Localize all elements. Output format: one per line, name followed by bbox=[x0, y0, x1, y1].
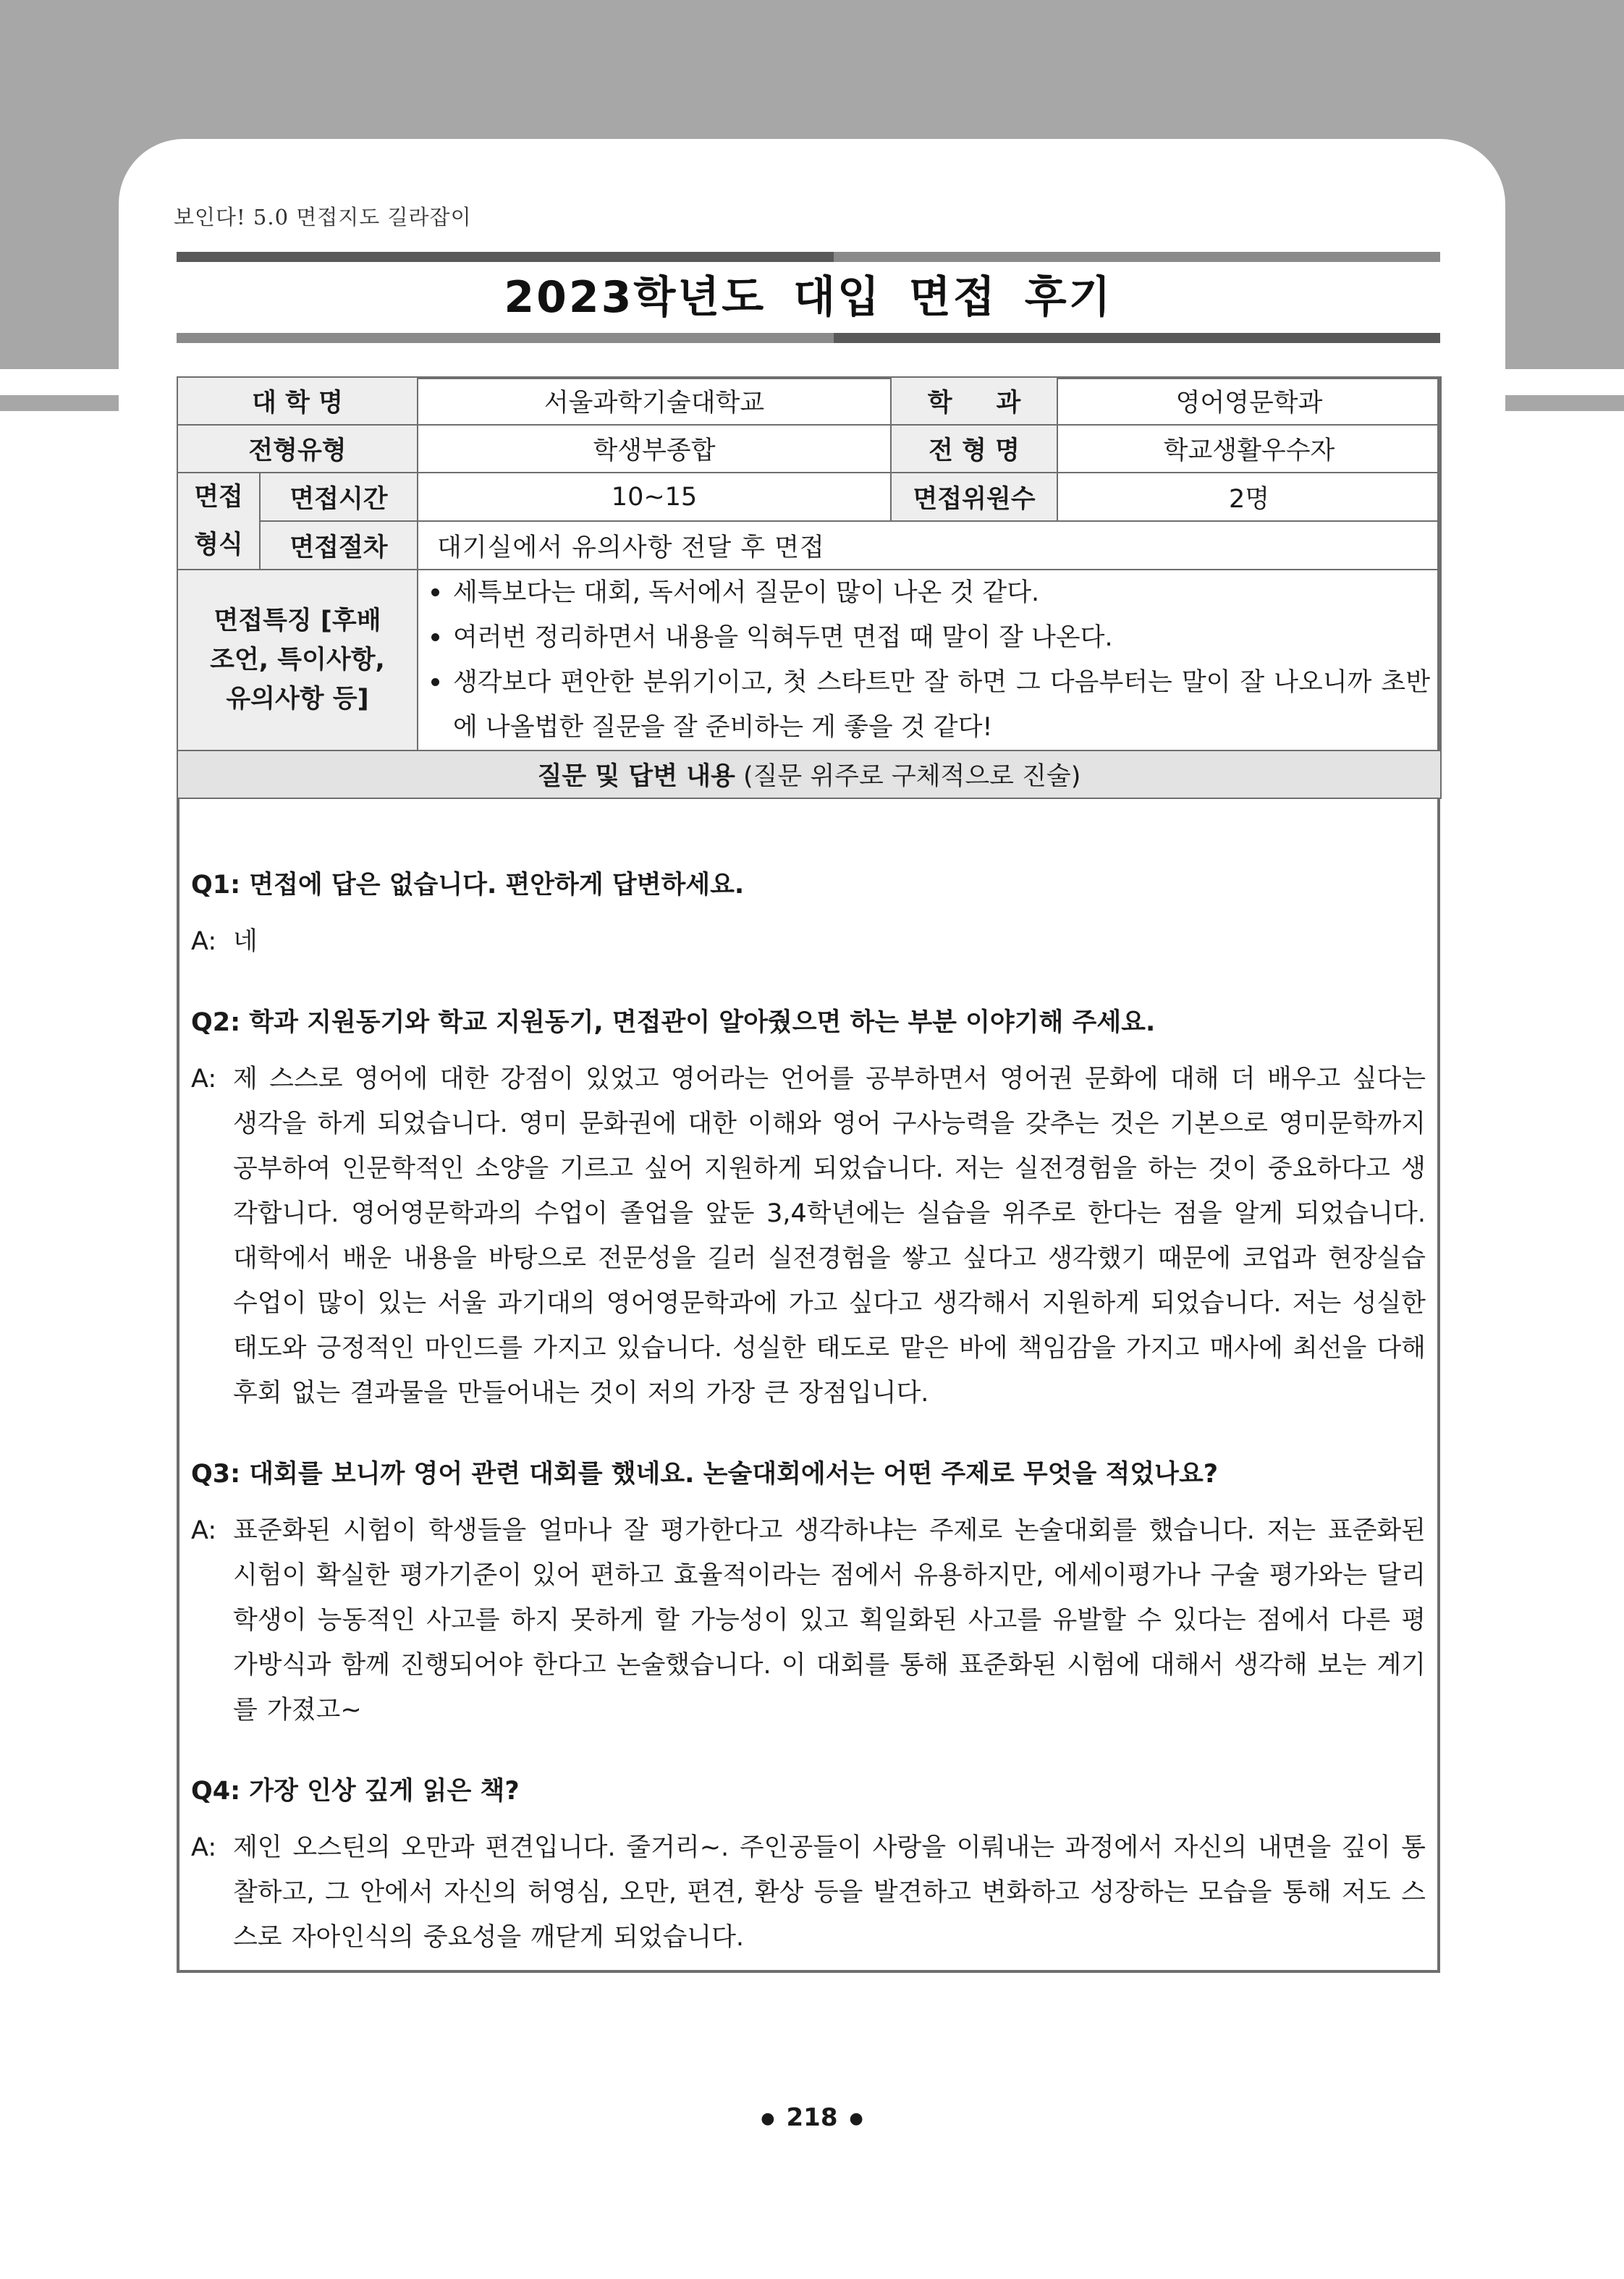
qa-section-heading bbox=[177, 750, 1441, 798]
answer-text: 표준화된 시험이 학생들을 얼마나 잘 평가한다고 생각하냐는 주제로 논술대회를 했습니다. 저는 표준화된 시험이 확실한 평가기준이 있어 편하고 효율적이라는 점에서 유용하지만, 에세이평가나 구술 평가와는 달리 학생이 능동적인 사고를 하지 못하게 할 가능성이 있고 획일화된 사고를 유발할 수 있다는 점에서 다른 평가방식과 함께 진행되어야 한다고 논술했습니다. 이 대회를 통해 표준화된 시험에 대해서 생각해 보는 계기를 가졌고~ bbox=[233, 1516, 1426, 1725]
answer-text: 제 스스로 영어에 대한 강점이 있었고 영어라는 언어를 공부하면서 영어권 문화에 대해 더 배우고 싶다는 생각을 하게 되었습니다. 영미 문화권에 대한 이해와 영어 구사능력을 갖추는 것은 기본으로 영미문학까지 공부하여 인문학적인 소양을 기르고 싶어 지원하게 되었습니다. 저는 실전경험을 하는 것이 중요하다고 생각합니다. 영어영문학과의 수업이 졸업을 앞둔 3,4학년에는 실습을 위주로 한다는 점을 알게 되었습니다. 대학에서 배운 내용을 바탕으로 전문성을 길러 실전경험을 쌓고 싶다고 생각했기 때문에 코업과 현장실습 수업이 많이 있는 서울 과기대의 영어영문학과에 가고 싶다고 생각해서 지원하게 되었습니다. 저는 성실한 태도와 긍정적인 마인드를 가지고 있습니다. 성실한 태도로 맡은 바에 책임감을 가지고 매사에 최선을 다해 후회 없는 결과물을 만들어내는 것이 저의 가장 큰 장점입니다. bbox=[233, 1065, 1426, 1408]
row-qa-heading bbox=[177, 750, 1441, 798]
row-interview-procedure bbox=[177, 521, 1441, 570]
interview-features-value bbox=[418, 570, 1441, 750]
interview-info-table bbox=[177, 376, 1442, 799]
qa-item-2 bbox=[191, 1000, 1426, 1416]
document-title: 2023학년도 대입 면접 후기 bbox=[504, 272, 1113, 323]
qa-heading-bold: 질문 및 답변 내용 bbox=[537, 762, 735, 791]
question-text: Q3: 대회를 보니까 영어 관련 대회를 했네요. 논술대회에서는 어떤 주제로 무엇을 적었나요? bbox=[191, 1460, 1219, 1489]
university-label: 대 학 명 bbox=[177, 377, 418, 425]
answer-label: A: bbox=[191, 1833, 217, 1862]
interview-procedure-label: 면접절차 bbox=[260, 521, 418, 570]
question-text: Q4: 가장 인상 깊게 읽은 책? bbox=[191, 1777, 520, 1806]
admission-type-label: 전형유형 bbox=[177, 425, 418, 473]
row-interview-time bbox=[177, 473, 1441, 521]
feature-item: 여러번 정리하면서 내용을 익혀두면 면접 때 말이 잘 나온다. bbox=[428, 615, 1430, 660]
answer-label: A: bbox=[191, 1065, 217, 1094]
university-value: 서울과학기술대학교 bbox=[418, 377, 891, 425]
admission-name-value: 학교생활우수자 bbox=[1057, 425, 1441, 473]
qa-item-4 bbox=[191, 1769, 1426, 1960]
answer bbox=[191, 1057, 1426, 1416]
page-number bbox=[0, 2103, 1624, 2132]
answer bbox=[191, 1825, 1426, 1960]
qa-heading-note: (질문 위주로 구체적으로 진술) bbox=[743, 762, 1081, 791]
question-text: Q2: 학과 지원동기와 학교 지원동기, 면접관이 알아줬으면 하는 부분 이야기해 주세요. bbox=[191, 1008, 1156, 1037]
features-list bbox=[428, 570, 1430, 750]
answer bbox=[191, 1508, 1426, 1733]
interview-procedure-value: 대기실에서 유의사항 전달 후 면접 bbox=[418, 521, 1441, 570]
left-margin-bar bbox=[0, 395, 119, 411]
interview-time-label: 면접시간 bbox=[260, 473, 418, 521]
qa-content bbox=[191, 863, 1426, 1996]
answer-label: A: bbox=[191, 927, 217, 956]
admission-name-label: 전 형 명 bbox=[891, 425, 1057, 473]
feature-item: 생각보다 편안한 분위기이고, 첫 스타트만 잘 하면 그 다음부터는 말이 잘 나오니까 초반에 나올법한 질문을 잘 준비하는 게 좋을 것 같다! bbox=[428, 660, 1430, 750]
title-rule-bottom bbox=[177, 333, 1440, 343]
interview-time-value: 10~15 bbox=[418, 473, 891, 521]
admission-type-value: 학생부종합 bbox=[418, 425, 891, 473]
running-header: 보인다! 5.0 면접지도 길라잡이 bbox=[174, 205, 472, 229]
right-margin-bar bbox=[1505, 395, 1624, 411]
feature-item: 세특보다는 대회, 독서에서 질문이 많이 나온 것 같다. bbox=[428, 570, 1430, 615]
answer-text: 네 bbox=[233, 927, 258, 956]
qa-item-1 bbox=[191, 863, 1426, 964]
panel-count-value: 2명 bbox=[1057, 473, 1441, 521]
row-admission-type bbox=[177, 425, 1441, 473]
interview-features-label: 면접특징 [후배조언, 특이사항, 유의사항 등] bbox=[177, 570, 418, 750]
department-label: 학 과 bbox=[891, 377, 1057, 425]
answer-text: 제인 오스틴의 오만과 편견입니다. 줄거리~. 주인공들이 사랑을 이뤄내는 과정에서 자신의 내면을 깊이 통찰하고, 그 안에서 자신의 허영심, 오만, 편견, 환상 등을 발견하고 변화하고 성장하는 모습을 통해 저도 스스로 자아인식의 중요성을 깨닫게 되었습니다. bbox=[233, 1833, 1426, 1952]
qa-item-3 bbox=[191, 1452, 1426, 1733]
row-university bbox=[177, 377, 1441, 425]
row-interview-features bbox=[177, 570, 1441, 750]
page-number-dot-left: ● bbox=[761, 2110, 775, 2128]
interview-format-label: 면접 형식 bbox=[177, 473, 260, 570]
page-number-value: 218 bbox=[786, 2103, 838, 2132]
answer-label: A: bbox=[191, 1516, 217, 1545]
question-text: Q1: 면접에 답은 없습니다. 편안하게 답변하세요. bbox=[191, 871, 745, 900]
page-number-dot-right: ● bbox=[849, 2110, 863, 2128]
title-rule-top bbox=[177, 252, 1440, 262]
answer bbox=[191, 919, 1426, 964]
panel-count-label: 면접위원수 bbox=[891, 473, 1057, 521]
department-value: 영어영문학과 bbox=[1057, 377, 1441, 425]
